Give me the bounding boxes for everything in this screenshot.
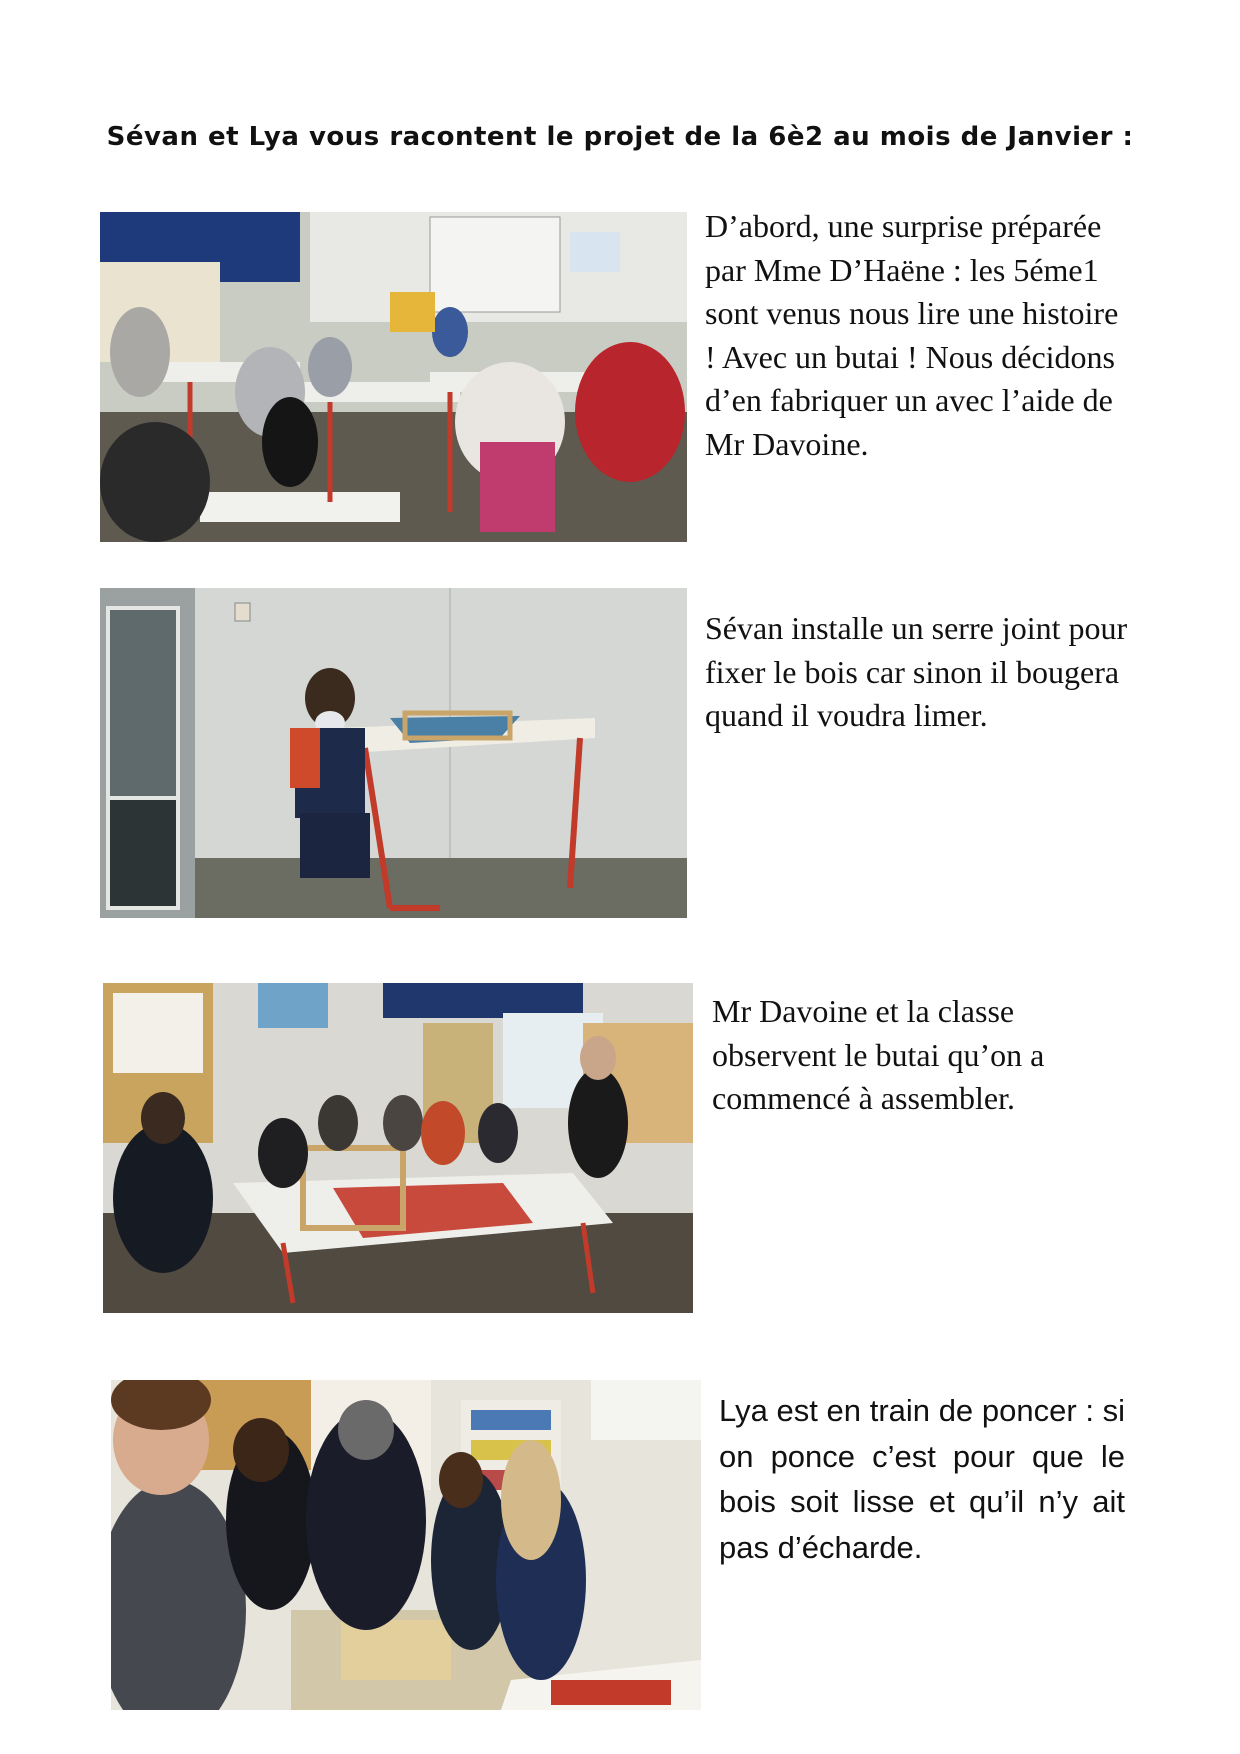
caption-3: Mr Davoine et la classe observent le butai qu’on a commencé à assembler. — [712, 993, 1045, 1116]
clamp-photo-2 — [100, 588, 687, 918]
page-title: Sévan et Lya vous racontent le projet de la 6è2 au mois de Janvier : — [106, 122, 1134, 152]
caption-4: Lya est en train de poncer : si on ponce c’est pour que le bois soit lisse et qu’il n’y ait pas d’écharde. — [719, 1393, 1125, 1565]
assembly-photo-3 — [103, 983, 693, 1313]
caption-1: D’abord, une surprise préparée par Mme D’Haëne : les 5éme1 sont venus nous lire une histoire ! Avec un butai ! Nous décidons d’en fabriquer un avec l’aide de Mr Davoine. — [705, 208, 1119, 462]
sanding-photo-4 — [111, 1380, 701, 1710]
caption-2: Sévan installe un serre joint pour fixer le bois car sinon il bougera quand il voudra limer. — [705, 610, 1128, 733]
classroom-photo-1 — [100, 212, 687, 542]
